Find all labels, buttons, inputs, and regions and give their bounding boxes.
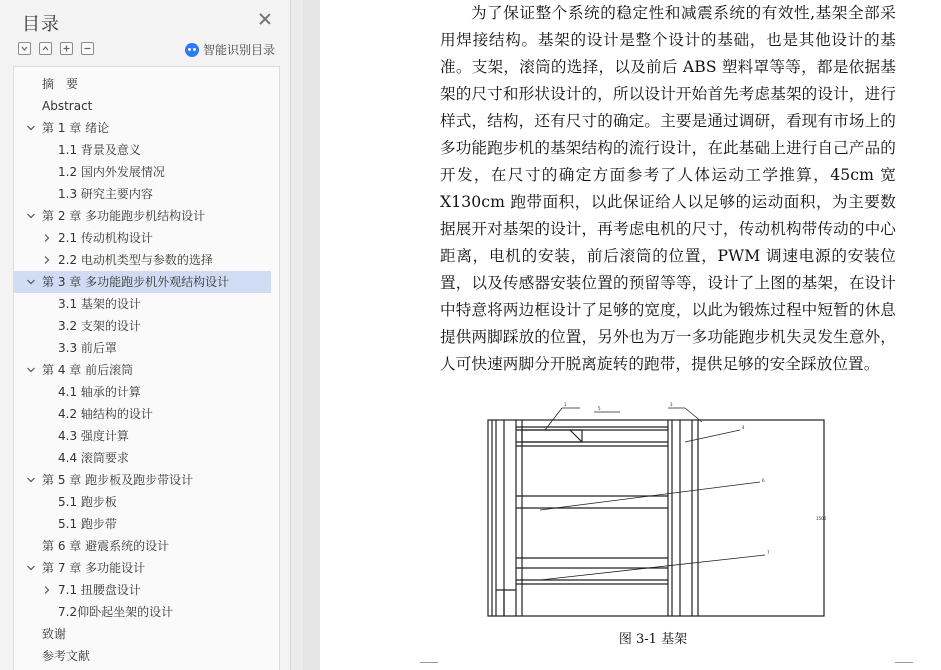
toc-item[interactable] — [14, 579, 279, 601]
base-frame-drawing — [480, 400, 832, 622]
toc-item[interactable] — [14, 513, 279, 535]
toc-item[interactable] — [14, 95, 279, 117]
plus-icon[interactable] — [60, 42, 73, 55]
page-corner-mark — [420, 662, 438, 670]
chevron-down-icon[interactable] — [25, 359, 37, 381]
toc-item-label: 4.4 滚筒要求 — [58, 451, 129, 465]
toc-item[interactable] — [14, 249, 279, 271]
toc-item-label: 第 7 章 多功能设计 — [42, 561, 146, 575]
drawing-label: 3 — [670, 402, 673, 407]
toc-item-label: 1.3 研究主要内容 — [58, 187, 153, 201]
toc-item[interactable] — [14, 315, 279, 337]
toc-item-label: 7.1 扭腰盘设计 — [58, 583, 141, 597]
chevron-down-icon[interactable] — [25, 117, 37, 139]
toc-item[interactable] — [14, 491, 279, 513]
toc-item-label: 1.1 背景及意义 — [58, 143, 141, 157]
toc-item-label: 致谢 — [42, 627, 67, 641]
toc-item[interactable] — [14, 227, 279, 249]
toc-item-label: 5.1 跑步带 — [58, 517, 117, 531]
toc-item[interactable] — [14, 359, 279, 381]
toc-item-label: 摘 要 — [42, 77, 79, 91]
toc-item-label: 第 6 章 避震系统的设计 — [42, 539, 170, 553]
toc-item-label: 5.1 跑步板 — [58, 495, 117, 509]
toc-item[interactable] — [14, 337, 279, 359]
toc-item[interactable] — [14, 293, 279, 315]
dimension-label: 1500 — [816, 516, 827, 521]
toc-sidebar — [0, 0, 291, 670]
toc-item[interactable] — [14, 117, 279, 139]
toc-item[interactable] — [14, 447, 279, 469]
toc-item-label: 第 3 章 多功能跑步机外观结构设计 — [42, 275, 230, 289]
toc-item-label: 第 5 章 跑步板及跑步带设计 — [42, 473, 194, 487]
sidebar-title: 目录 — [22, 14, 60, 35]
toc-panel — [13, 66, 280, 670]
smart-toc-label: 智能识别目录 — [203, 43, 276, 57]
body-paragraph: 为了保证整个系统的稳定性和减震系统的有效性,基架全部采用焊接结构。基架的设计是整个设计的基础，也是其他设计的基准。支架，滚筒的选择，以及前后 ABS 塑料罩等等，都是依据基架的尺寸和形状设计的，所以设计开始首先考虑基架的设计，进行样式，结构，还有尺寸的确定。主要是通过调研，看现有市场上的多功能跑步机的基架结构的流行设计，在此基础上进行自己产品的开发，在尺寸的确定方面参考了人体运动工学推算，45cm 宽 X130cm 跑带面积，以此保证给人以足够的运动面积，为主要数据展开对基架的设计，再考虑电机的尺寸，传动机构带传动的中心距离，电机的安装，前后滚筒的位置，PWM 调速电源的安装位置，以及传感器安装位置的预留等等，设计了上图的基架，在设计中特意将两边框设计了足够的宽度，以此为锻炼过程中短暂的休息提供两脚踩放的位置，另外也为万一多功能跑步机失灵发生意外，人可快速两脚分开脱离旋转的跑带，提供足够的安全踩放位置。 — [440, 4, 896, 373]
toc-item-label: 7.2仰卧起坐架的设计 — [58, 605, 174, 619]
toc-item-label: 3.3 前后罩 — [58, 341, 117, 355]
sidebar-splitter[interactable] — [291, 0, 303, 670]
toc-item-label: 2.1 传动机构设计 — [58, 231, 153, 245]
page-corner-mark — [895, 662, 913, 670]
chevron-right-icon[interactable] — [41, 227, 53, 249]
toc-item[interactable] — [14, 469, 279, 491]
toc-list — [14, 73, 279, 667]
smart-recognition-icon — [185, 43, 199, 57]
document-area[interactable] — [303, 0, 941, 670]
collapse-all-icon[interactable] — [39, 42, 52, 55]
toc-item-label: 2.2 电动机类型与参数的选择 — [58, 253, 213, 267]
toc-item[interactable] — [14, 73, 279, 95]
toc-item[interactable] — [14, 161, 279, 183]
document-page — [320, 0, 941, 670]
toc-item-label: 4.1 轴承的计算 — [58, 385, 141, 399]
expand-all-icon[interactable] — [18, 42, 31, 55]
chevron-right-icon[interactable] — [41, 249, 53, 271]
smart-toc-button[interactable] — [185, 41, 275, 58]
chevron-right-icon[interactable] — [41, 579, 53, 601]
figure-caption: 图 3-1 基架 — [618, 632, 688, 647]
chevron-down-icon[interactable] — [25, 205, 37, 227]
toc-item[interactable] — [14, 535, 279, 557]
drawing-label: 5 — [598, 406, 601, 411]
toc-item[interactable] — [14, 205, 279, 227]
toc-item[interactable] — [14, 139, 279, 161]
toc-item[interactable] — [14, 557, 279, 579]
toc-item[interactable] — [14, 425, 279, 447]
chevron-down-icon[interactable] — [25, 469, 37, 491]
toc-toolbar — [18, 42, 94, 55]
toc-item-label: 4.3 强度计算 — [58, 429, 129, 443]
toc-item[interactable] — [14, 271, 271, 293]
drawing-label: 7 — [767, 550, 770, 555]
toc-item-label: Abstract — [42, 99, 93, 113]
toc-item[interactable] — [14, 601, 279, 623]
toc-item-label: 第 4 章 前后滚筒 — [42, 363, 134, 377]
drawing-label: 1 — [564, 402, 567, 407]
toc-item[interactable] — [14, 183, 279, 205]
toc-item-label: 4.2 轴结构的设计 — [58, 407, 153, 421]
chevron-down-icon[interactable] — [25, 557, 37, 579]
chevron-down-icon[interactable] — [25, 271, 37, 293]
toc-item-label: 3.1 基架的设计 — [58, 297, 141, 311]
toc-item[interactable] — [14, 381, 279, 403]
drawing-label: 4 — [742, 425, 745, 430]
toc-item-label: 第 1 章 绪论 — [42, 121, 110, 135]
toc-item-label: 3.2 支架的设计 — [58, 319, 141, 333]
toc-item[interactable] — [14, 623, 279, 645]
toc-item-label: 参考文献 — [42, 649, 91, 663]
minus-icon[interactable] — [81, 42, 94, 55]
drawing-label: 6 — [762, 478, 765, 483]
toc-item-label: 1.2 国内外发展情况 — [58, 165, 165, 179]
toc-item[interactable] — [14, 403, 279, 425]
close-icon[interactable] — [258, 12, 272, 26]
toc-item-label: 第 2 章 多功能跑步机结构设计 — [42, 209, 206, 223]
toc-item[interactable] — [14, 645, 279, 667]
